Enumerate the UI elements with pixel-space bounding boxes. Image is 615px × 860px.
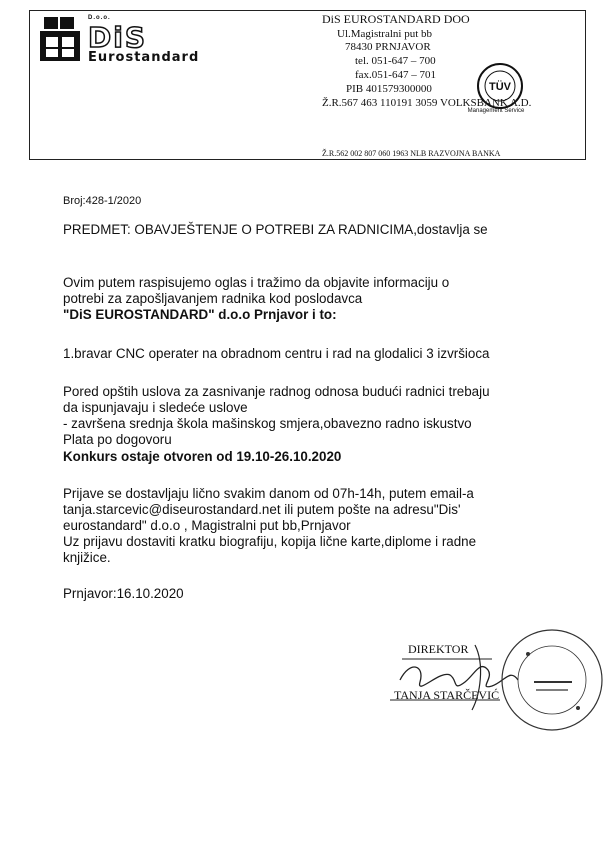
- certification-caption: Management Service: [467, 108, 525, 114]
- employer-name: "DiS EUROSTANDARD" d.o.o Prnjavor i to:: [63, 307, 337, 322]
- logo-name: DiS: [88, 21, 148, 54]
- company-address: Ul.Magistralni put bb: [337, 28, 433, 40]
- tuv-certification-icon: [460, 59, 540, 113]
- conditions-line-2: da ispunjavaju i sledeće uslove: [63, 400, 248, 415]
- deadline: Konkurs ostaje otvoren od 19.10-26.10.2020: [63, 449, 342, 464]
- logo-mark-icon: [38, 15, 84, 63]
- apply-line-2: tanja.starcevic@diseurostandard.net ili putem pošte na adresu"Dis': [63, 502, 461, 517]
- place-and-date: Prnjavor:16.10.2020: [63, 586, 184, 601]
- company-stamp-icon: [498, 626, 606, 734]
- company-pib: PIB 401579300000: [346, 83, 432, 95]
- apply-line-5: knjižice.: [63, 550, 111, 565]
- salary-note: Plata po dogovoru: [63, 432, 172, 447]
- apply-line-3: eurostandard" d.o.o , Magistralni put bb,Prnjavor: [63, 518, 351, 533]
- conditions-line-1: Pored opštih uslova za zasnivanje radnog odnosa budući radnici trebaju: [63, 384, 490, 399]
- document-number: Broj:428-1/2020: [63, 195, 142, 207]
- company-city: 78430 PRNJAVOR: [345, 41, 431, 53]
- intro-line-1: Ovim putem raspisujemo oglas i tražimo da objavite informaciju o: [63, 275, 450, 290]
- document-subject: PREDMET: OBAVJEŠTENJE O POTREBI ZA RADNICIMA,dostavlja se: [63, 222, 488, 237]
- signature-block: [380, 620, 610, 770]
- intro-line-2: potrebi za zapošljavanjem radnika kod poslodavca: [63, 291, 363, 306]
- apply-line-1: Prijave se dostavljaju lično svakim danom od 07h-14h, putem email-a: [63, 486, 474, 501]
- company-phone: tel. 051-647 – 700: [355, 55, 436, 67]
- tuv-logo-text: TÜV: [489, 81, 511, 93]
- letterhead: [29, 10, 586, 160]
- bank-account-2: Ž.R.562 002 807 060 1963 NLB RAZVOJNA BANKA: [322, 149, 501, 158]
- job-position: 1.bravar CNC operater na obradnom centru i rad na glodalici 3 izvršioca: [63, 346, 490, 361]
- apply-line-4: Uz prijavu dostaviti kratku biografiju, kopija lične karte,diplome i radne: [63, 534, 477, 549]
- company-logo: [38, 15, 228, 67]
- signature-role: DIREKTOR: [408, 642, 469, 656]
- bank-account-1: Ž.R.567 463 110191 3059 VOLKSBANK A.D.: [322, 97, 532, 109]
- signature-name: TANJA STARČEVIĆ: [394, 688, 500, 702]
- conditions-line-3: - završena srednja škola mašinskog smjera,obavezno radno iskustvo: [63, 416, 472, 431]
- company-fax: fax.051-647 – 701: [355, 69, 436, 81]
- logo-small-text: D.o.o.: [88, 15, 111, 21]
- company-name: DiS EUROSTANDARD DOO: [322, 12, 470, 26]
- logo-subtitle: Eurostandard: [88, 50, 200, 65]
